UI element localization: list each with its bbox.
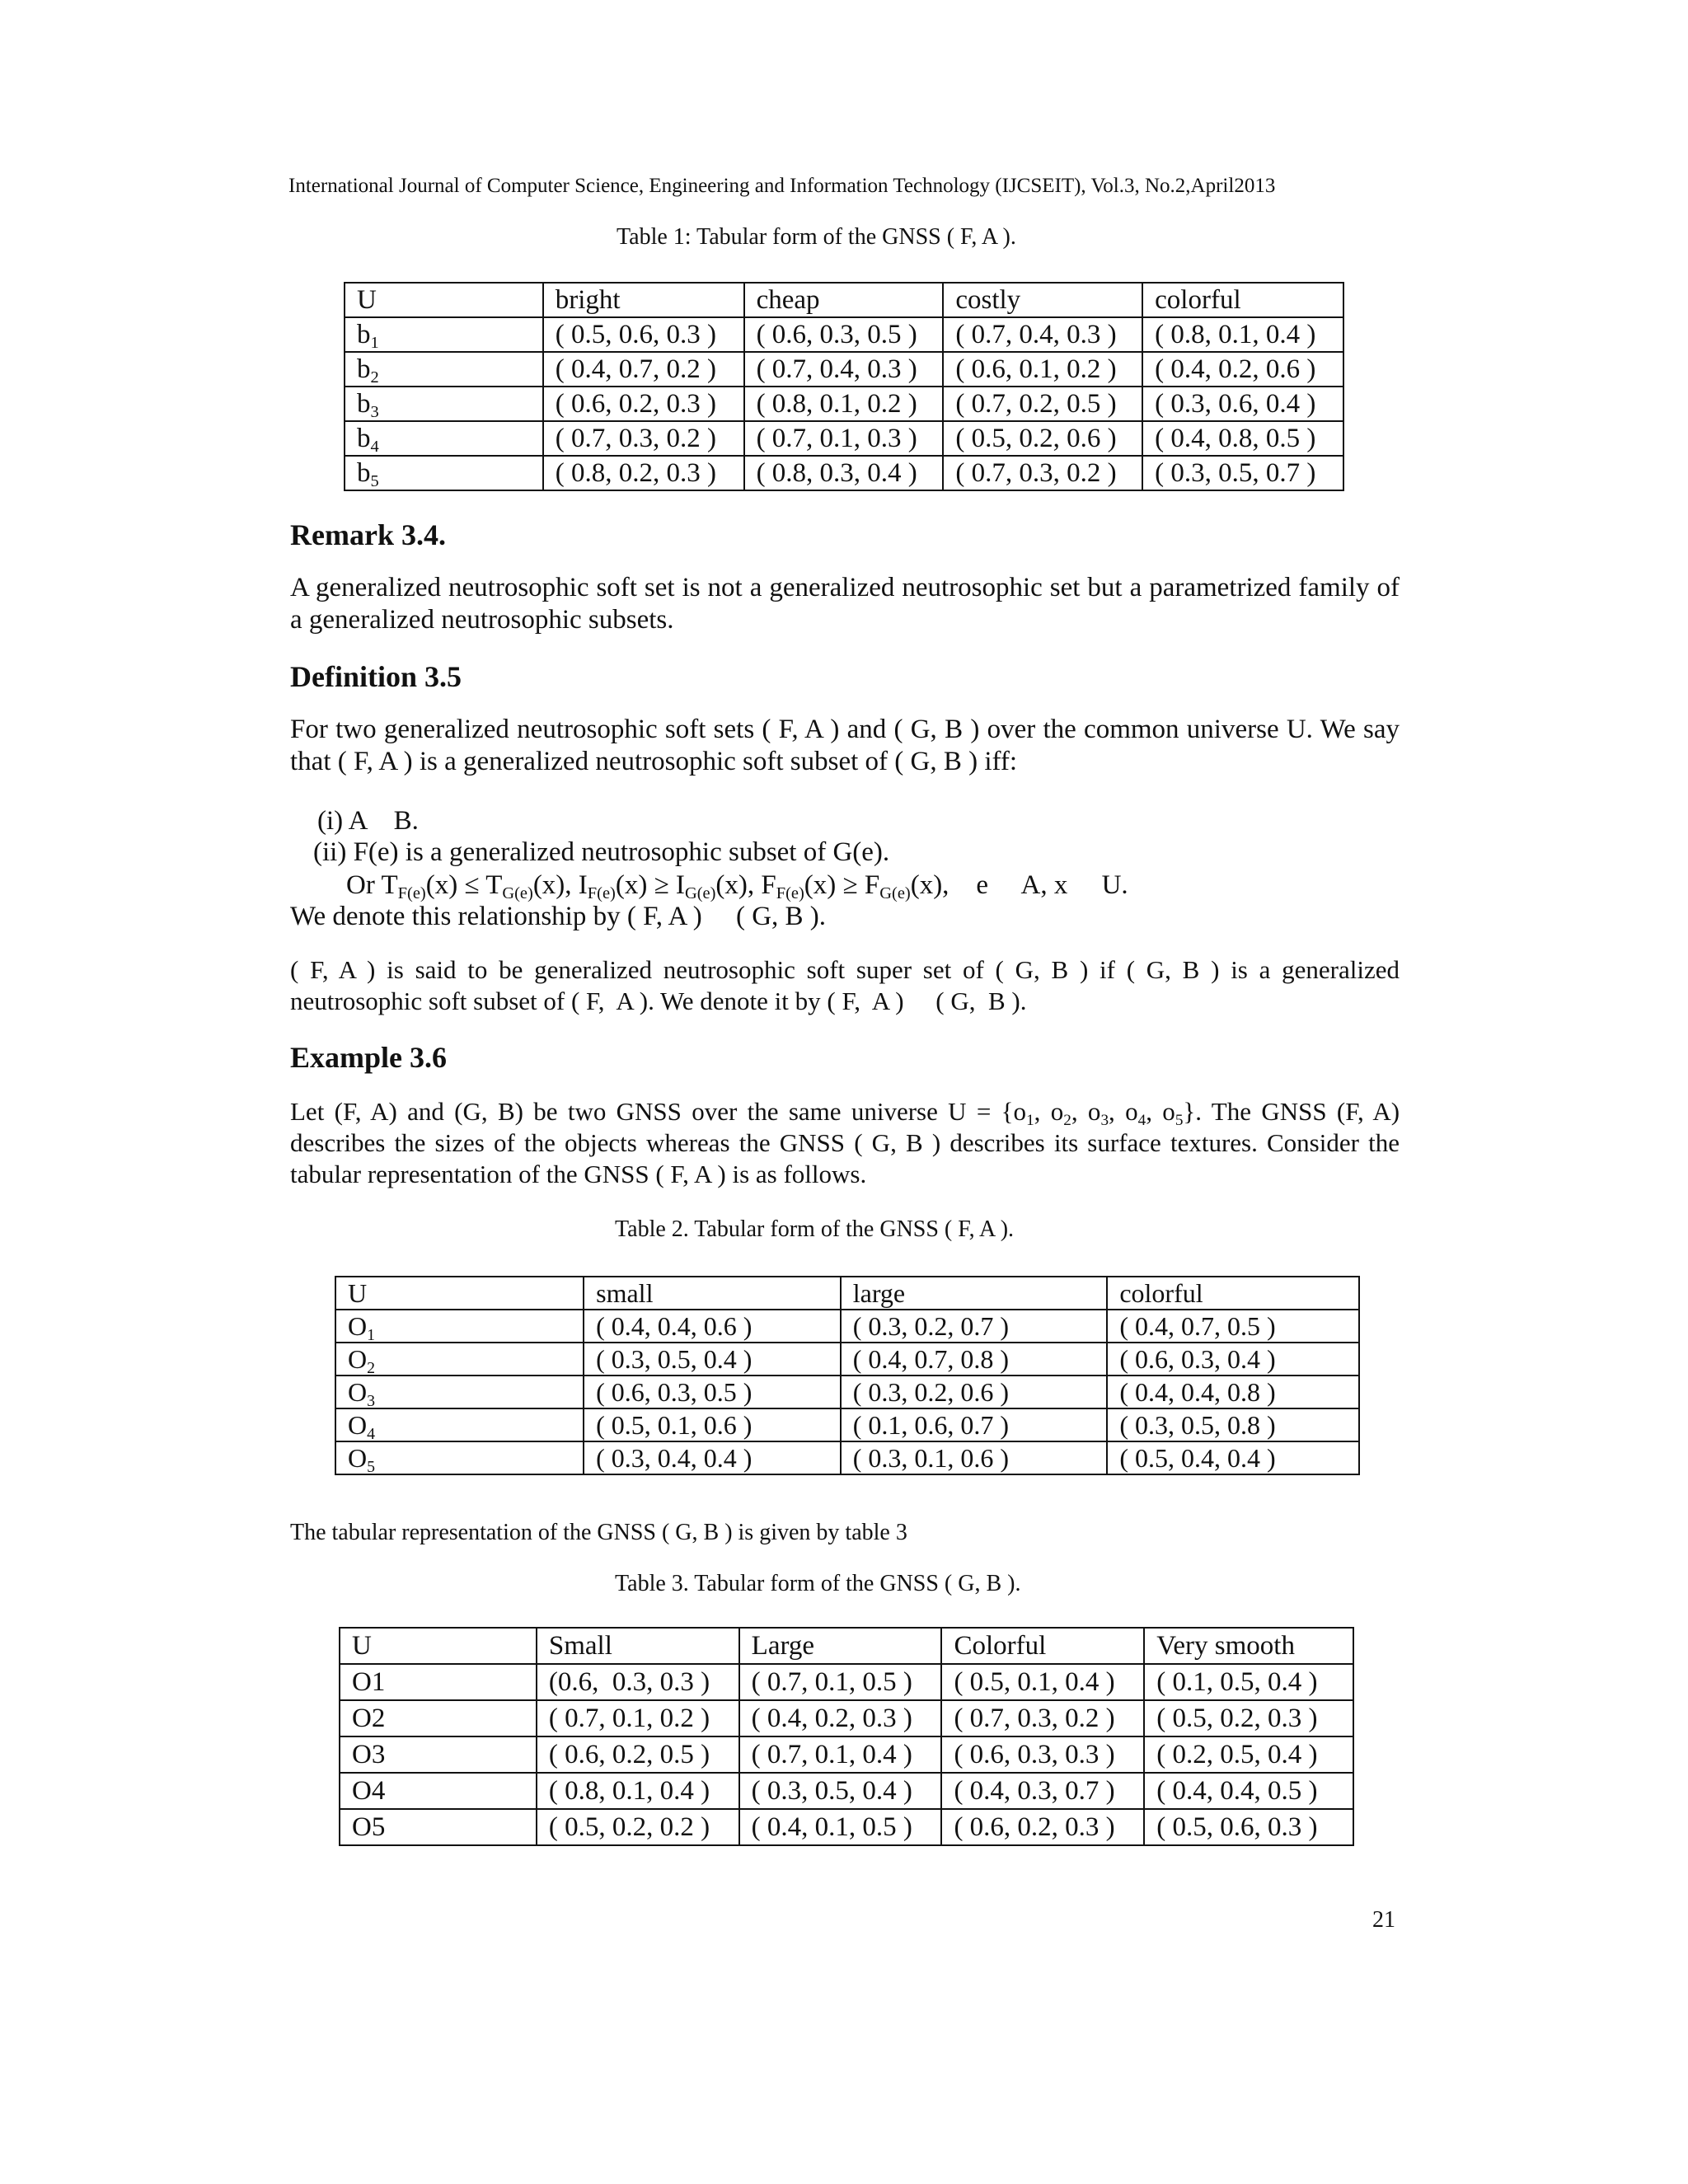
table-row (340, 1736, 1353, 1773)
table-header-cell: Small (537, 1628, 739, 1664)
table-header-cell: U (340, 1628, 537, 1664)
table-cell: ( 0.6, 0.2, 0.3 ) (941, 1809, 1144, 1845)
table-cell: ( 0.2, 0.5, 0.4 ) (1144, 1736, 1353, 1773)
row-label: O4 (340, 1773, 537, 1809)
row-label: $b_5$ (345, 456, 543, 490)
table-cell: ( 0.8, 0.3, 0.4 ) (744, 456, 944, 490)
table-cell: ( 0.7, 0.3, 0.2 ) (941, 1700, 1144, 1736)
table-cell: ( 0.5, 0.4, 0.4 ) (1107, 1441, 1359, 1474)
table-cell: ( 0.4, 0.7, 0.8 ) (841, 1343, 1108, 1376)
table-cell: ( 0.4, 0.7, 0.5 ) (1107, 1310, 1359, 1343)
table-cell: ( 0.3, 0.1, 0.6 ) (841, 1441, 1108, 1474)
table-cell: ( 0.7, 0.4, 0.3 ) (943, 317, 1142, 352)
table-header-cell: bright (543, 283, 744, 317)
table-cell: ( 0.7, 0.1, 0.3 ) (744, 421, 944, 456)
row-label: $O_2$ (335, 1343, 584, 1376)
definition-item-i: (i) A B. (317, 806, 419, 836)
table-row (345, 317, 1343, 352)
table-cell: ( 0.5, 0.1, 0.4 ) (941, 1664, 1144, 1700)
row-label: $b_2$ (345, 352, 543, 387)
table-cell: ( 0.7, 0.3, 0.2 ) (543, 421, 744, 456)
table-cell: ( 0.3, 0.6, 0.4 ) (1142, 387, 1343, 421)
table-row (340, 1809, 1353, 1845)
table-row (345, 456, 1343, 490)
table-cell: ( 0.7, 0.1, 0.5 ) (739, 1664, 942, 1700)
table-cell: ( 0.1, 0.6, 0.7 ) (841, 1408, 1108, 1441)
table-cell: ( 0.8, 0.1, 0.4 ) (537, 1773, 739, 1809)
table-cell: ( 0.6, 0.3, 0.3 ) (941, 1736, 1144, 1773)
example-text: Let (F, A) and (G, B) be two GNSS over the same universe $U = \{o_1$, $o_2$, $o_3$, $o_4$, $o_5$}. The GNSS (F, A) describes the sizes of the objects whereas the GNSS ( G, B ) describes its surface textures. Consider the tabular representation of the GNSS ( F, A ) is as follows. (290, 1097, 1400, 1188)
table-cell: ( 0.3, 0.5, 0.4 ) (584, 1343, 841, 1376)
definition-denote: We denote this relationship by ( F, A ) ( G, B ). (290, 902, 827, 931)
table-header-cell: Very smooth (1144, 1628, 1353, 1664)
table-cell: ( 0.8, 0.1, 0.2 ) (744, 387, 944, 421)
table-cell: ( 0.1, 0.5, 0.4 ) (1144, 1664, 1353, 1700)
table-cell: ( 0.3, 0.5, 0.7 ) (1142, 456, 1343, 490)
row-label: O2 (340, 1700, 537, 1736)
table1-header-row (345, 283, 1343, 317)
remark-text: A generalized neutrosophic soft set is not a generalized neutrosophic set but a parametrized family of a generalized neutrosophic subsets. (290, 573, 1400, 635)
table2-caption: Table 2. Tabular form of the GNSS ( F, A ). (615, 1216, 1015, 1242)
table-row (345, 421, 1343, 456)
definition-item-ii: (ii) F(e) is a generalized neutrosophic subset of G(e). (313, 837, 890, 867)
table-cell: ( 0.7, 0.4, 0.3 ) (744, 352, 944, 387)
table-cell: ( 0.3, 0.2, 0.7 ) (841, 1310, 1108, 1343)
row-label: O1 (340, 1664, 537, 1700)
row-label: $b_1$ (345, 317, 543, 352)
table-cell: ( 0.4, 0.4, 0.5 ) (1144, 1773, 1353, 1809)
super-set-text: ( F, A ) is said to be generalized neutrosophic soft super set of ( G, B ) if ( G, B ) is a generalized neutrosophic soft subset of ( F, A ). We denote it by ( F, A ) ( G, B ). (290, 955, 1406, 1015)
table-header-cell: large (841, 1277, 1108, 1310)
table-row (340, 1664, 1353, 1700)
table-header-cell: colorful (1142, 283, 1343, 317)
row-label: $O_4$ (335, 1408, 584, 1441)
row-label: $b_4$ (345, 421, 543, 456)
table-cell: ( 0.5, 0.6, 0.3 ) (1144, 1809, 1353, 1845)
table-row (340, 1773, 1353, 1809)
table-row (335, 1408, 1359, 1441)
table-row (345, 387, 1343, 421)
table-cell: ( 0.4, 0.4, 0.6 ) (584, 1310, 841, 1343)
table-cell: ( 0.4, 0.8, 0.5 ) (1142, 421, 1343, 456)
table-row (335, 1343, 1359, 1376)
table-header-cell: Large (739, 1628, 942, 1664)
table-cell: ( 0.5, 0.1, 0.6 ) (584, 1408, 841, 1441)
example-heading: Example 3.6 (290, 1041, 448, 1074)
table-cell: ( 0.3, 0.4, 0.4 ) (584, 1441, 841, 1474)
row-label: $O_1$ (335, 1310, 584, 1343)
table-row (335, 1310, 1359, 1343)
table-cell: ( 0.5, 0.2, 0.6 ) (943, 421, 1142, 456)
table-header-cell: colorful (1107, 1277, 1359, 1310)
row-label: $O_3$ (335, 1376, 584, 1408)
table3-intro: The tabular representation of the GNSS ( G, B ) is given by table 3 (290, 1520, 907, 1545)
table-row (335, 1376, 1359, 1408)
table-row (340, 1700, 1353, 1736)
table-cell: ( 0.7, 0.1, 0.2 ) (537, 1700, 739, 1736)
running-header: International Journal of Computer Science, Engineering and Information Technology (IJCSEIT), Vol.3, No.2,April2013 (288, 175, 1276, 197)
table-header-cell: small (584, 1277, 841, 1310)
table1-caption: Table 1: Tabular form of the GNSS ( F, A ). (617, 224, 1016, 250)
table-cell: ( 0.5, 0.2, 0.3 ) (1144, 1700, 1353, 1736)
table-row (335, 1441, 1359, 1474)
table-cell: ( 0.7, 0.2, 0.5 ) (943, 387, 1142, 421)
table-cell: ( 0.6, 0.2, 0.3 ) (543, 387, 744, 421)
table-header-cell: costly (943, 283, 1142, 317)
table3-header-row (340, 1628, 1353, 1664)
table-row (345, 352, 1343, 387)
table-cell: ( 0.3, 0.5, 0.4 ) (739, 1773, 942, 1809)
table-cell: ( 0.4, 0.1, 0.5 ) (739, 1809, 942, 1845)
definition-text: For two generalized neutrosophic soft sets ( F, A ) and ( G, B ) over the common universe U. We say that ( F, A ) is a generalized neutrosophic soft subset of ( G, B ) iff: (290, 715, 1400, 776)
table-cell: ( 0.8, 0.1, 0.4 ) (1142, 317, 1343, 352)
row-label: $b_3$ (345, 387, 543, 421)
table-cell: ( 0.4, 0.2, 0.6 ) (1142, 352, 1343, 387)
table-cell: ( 0.4, 0.4, 0.8 ) (1107, 1376, 1359, 1408)
table2-header-row (335, 1277, 1359, 1310)
table-cell: ( 0.6, 0.3, 0.4 ) (1107, 1343, 1359, 1376)
table3-caption: Table 3. Tabular form of the GNSS ( G, B ). (615, 1571, 1021, 1596)
table-cell: ( 0.3, 0.5, 0.8 ) (1107, 1408, 1359, 1441)
row-label: O5 (340, 1809, 537, 1845)
table-cell: ( 0.7, 0.1, 0.4 ) (739, 1736, 942, 1773)
table-cell: ( 0.6, 0.3, 0.5 ) (744, 317, 944, 352)
table-header-cell: cheap (744, 283, 944, 317)
table-cell: ( 0.8, 0.2, 0.3 ) (543, 456, 744, 490)
definition-condition: Or $T_{F(e)}(x) \le T_{G(e)}(x)$, $I_{F(e)}(x) \ge I_{G(e)}(x)$, $F_{F(e)}(x) \ge F_{G(e)}(x)$, e A, x U. (346, 870, 1128, 903)
row-label: $O_5$ (335, 1441, 584, 1474)
table-cell: ( 0.5, 0.6, 0.3 ) (543, 317, 744, 352)
table-cell: (0.6, 0.3, 0.3 ) (537, 1664, 739, 1700)
table-header-cell: Colorful (941, 1628, 1144, 1664)
table-header-cell: U (335, 1277, 584, 1310)
table-cell: ( 0.6, 0.2, 0.5 ) (537, 1736, 739, 1773)
row-label: O3 (340, 1736, 537, 1773)
table-cell: ( 0.5, 0.2, 0.2 ) (537, 1809, 739, 1845)
table3 (339, 1627, 1354, 1846)
table-cell: ( 0.7, 0.3, 0.2 ) (943, 456, 1142, 490)
page-number: 21 (1372, 1907, 1395, 1933)
table-cell: ( 0.6, 0.3, 0.5 ) (584, 1376, 841, 1408)
table-header-cell: U (345, 283, 543, 317)
remark-heading: Remark 3.4. (290, 518, 446, 551)
table-cell: ( 0.6, 0.1, 0.2 ) (943, 352, 1142, 387)
table-cell: ( 0.4, 0.3, 0.7 ) (941, 1773, 1144, 1809)
table2 (335, 1276, 1360, 1475)
table1 (344, 282, 1344, 491)
table-cell: ( 0.3, 0.2, 0.6 ) (841, 1376, 1108, 1408)
table-cell: ( 0.4, 0.2, 0.3 ) (739, 1700, 942, 1736)
definition-heading: Definition 3.5 (290, 660, 462, 693)
table-cell: ( 0.4, 0.7, 0.2 ) (543, 352, 744, 387)
